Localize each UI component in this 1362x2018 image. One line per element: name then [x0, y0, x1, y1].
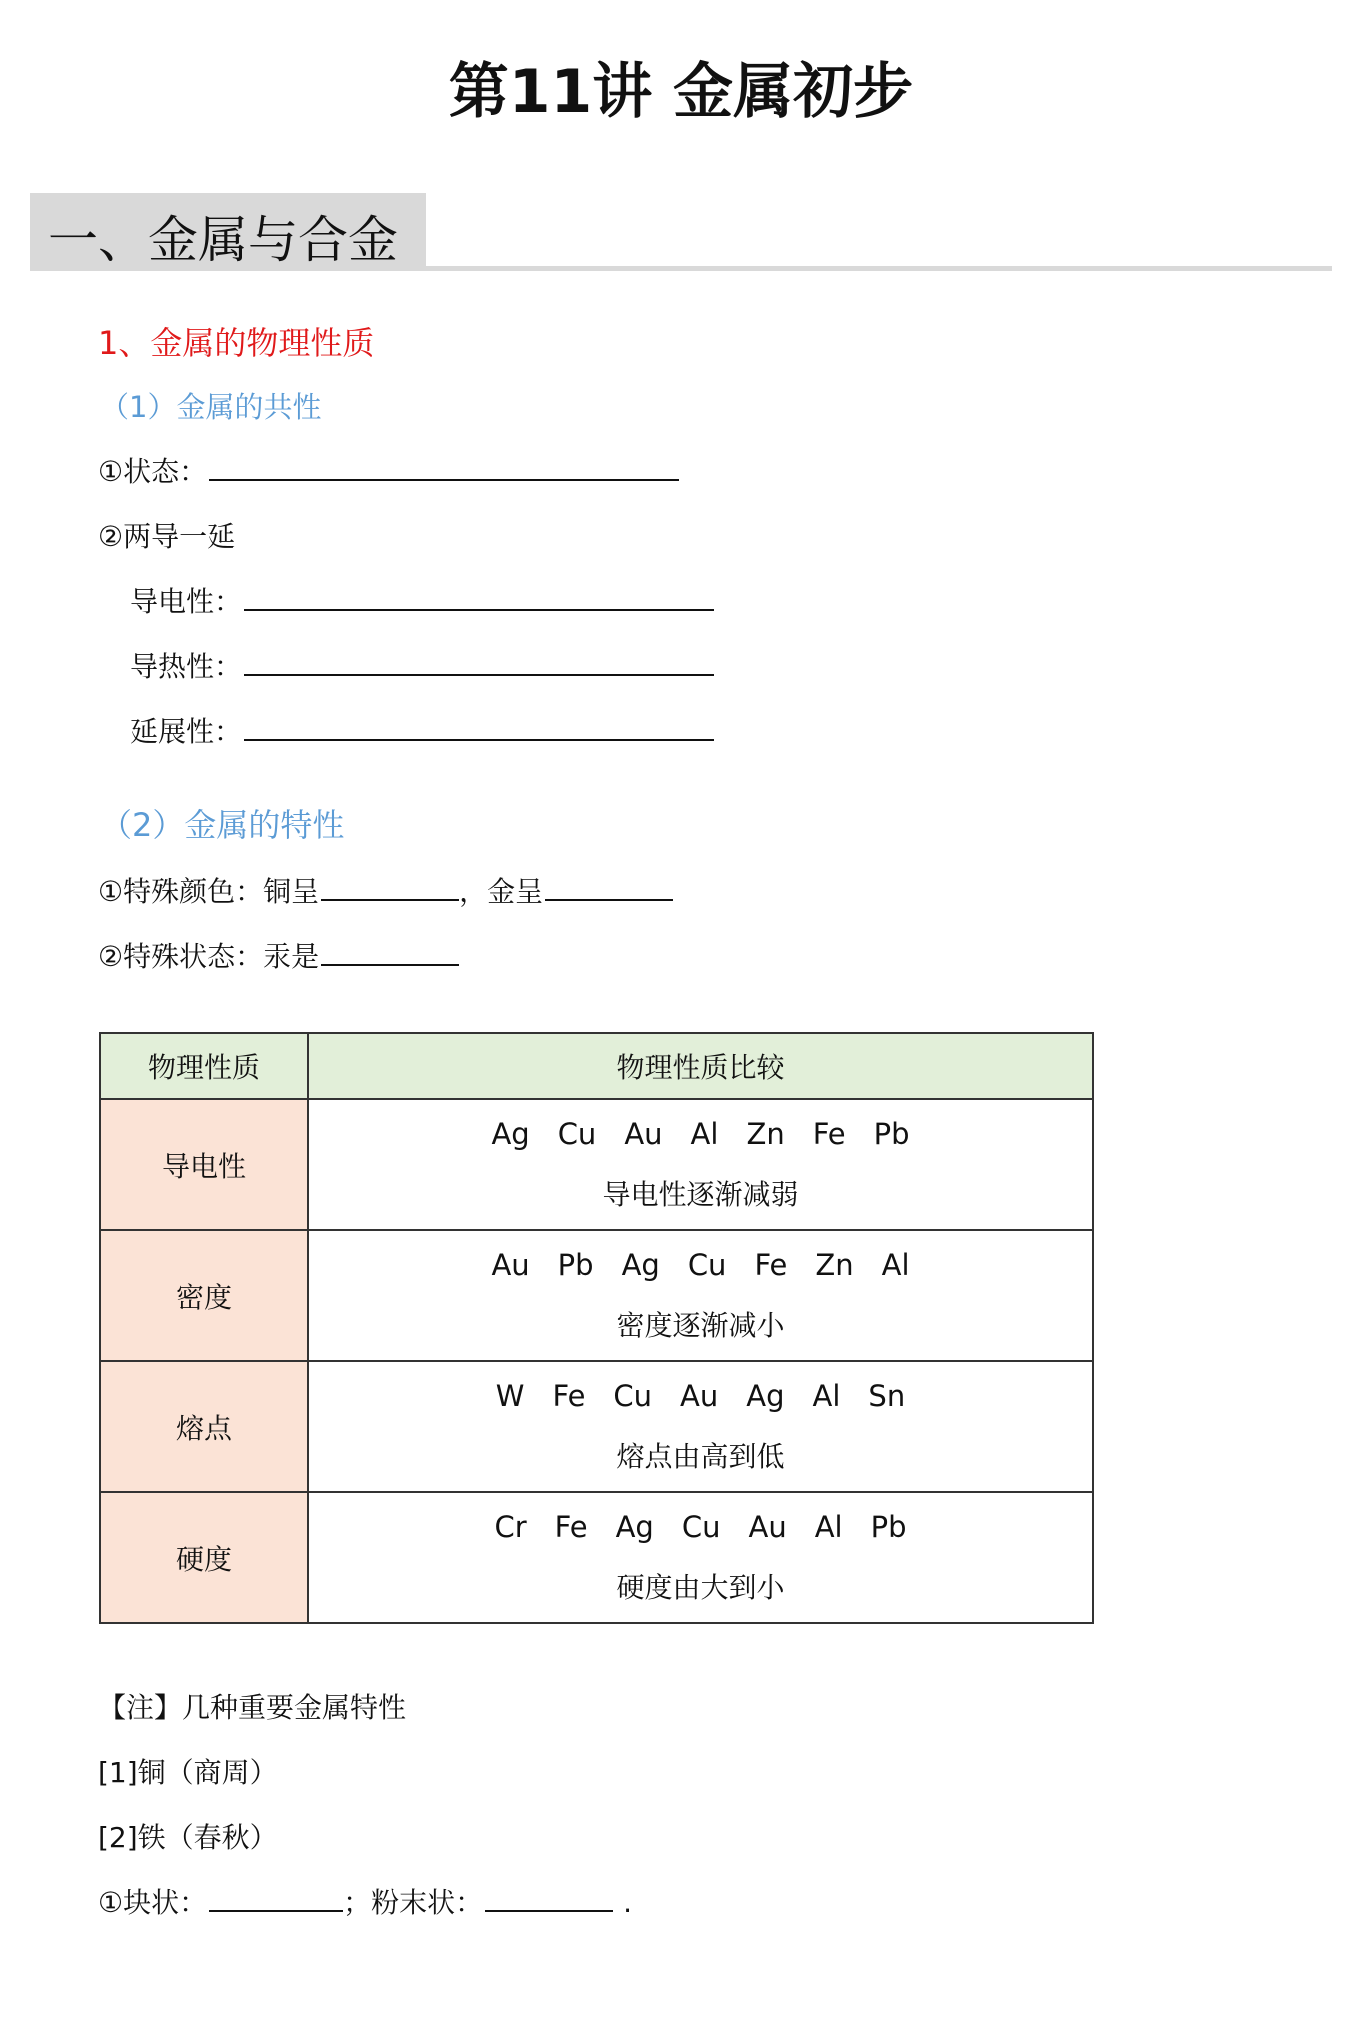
comparison-cell: [308, 1230, 1093, 1361]
note-copper: [1]铜（商周）: [98, 1756, 278, 1789]
copper-color-blank: [321, 873, 459, 901]
element-symbol: Al: [690, 1116, 719, 1151]
state-line: [98, 450, 679, 490]
powder-blank: [485, 1884, 613, 1912]
color-label: ①特殊颜色：铜呈: [98, 875, 320, 908]
element-symbol: Fe: [754, 1247, 788, 1282]
table-row: [100, 1492, 1093, 1623]
element-symbol: Fe: [554, 1509, 588, 1544]
header-property: 物理性质: [100, 1033, 308, 1099]
block-label: ①块状：: [98, 1886, 208, 1919]
element-symbol: Pb: [557, 1247, 594, 1282]
conductivity-line: [130, 580, 714, 620]
element-symbol: Al: [881, 1247, 910, 1282]
state-blank: [209, 453, 679, 481]
trend-text: 密度逐渐减小: [616, 1308, 785, 1342]
element-symbol: Al: [814, 1509, 843, 1544]
property-comparison-table: [99, 1032, 1094, 1624]
element-symbol: Au: [491, 1247, 530, 1282]
element-symbol: Sn: [868, 1378, 906, 1413]
property-cell: 熔点: [100, 1361, 308, 1492]
property-cell: 导电性: [100, 1099, 308, 1230]
property-cell: 密度: [100, 1230, 308, 1361]
element-sequence: [309, 1248, 1092, 1282]
element-symbol: Fe: [812, 1116, 846, 1151]
special-state-line: [98, 935, 459, 975]
end-period: .: [623, 1886, 633, 1919]
powder-label: ；粉末状：: [343, 1886, 484, 1919]
part1-heading: （1）金属的共性: [100, 390, 322, 424]
gold-color-blank: [545, 873, 673, 901]
element-symbol: Cu: [687, 1247, 727, 1282]
element-symbol: Pb: [870, 1509, 907, 1544]
element-sequence: [309, 1117, 1092, 1151]
thermal-blank: [244, 648, 714, 676]
comparison-cell: [308, 1361, 1093, 1492]
color-separator: ，金呈: [459, 875, 544, 908]
mercury-state-blank: [321, 938, 459, 966]
element-sequence: [309, 1379, 1092, 1413]
element-symbol: Cu: [557, 1116, 597, 1151]
element-symbol: Fe: [552, 1378, 586, 1413]
element-symbol: Au: [680, 1378, 719, 1413]
table-row: [100, 1099, 1093, 1230]
conductivity-label: 导电性：: [130, 585, 243, 618]
element-symbol: Al: [812, 1378, 841, 1413]
note-heading: 【注】几种重要金属特性: [98, 1691, 407, 1724]
state-label: ①状态：: [98, 455, 208, 488]
thermal-label: 导热性：: [130, 650, 243, 683]
element-sequence: [309, 1510, 1092, 1544]
property-cell: 硬度: [100, 1492, 308, 1623]
element-symbol: Zn: [815, 1247, 854, 1282]
trend-text: 导电性逐渐减弱: [602, 1177, 799, 1211]
page-title: 第11讲 金属初步: [448, 57, 914, 127]
element-symbol: Ag: [621, 1247, 660, 1282]
element-symbol: Cr: [494, 1509, 527, 1544]
ductility-line: [130, 710, 714, 750]
subsection-title: 1、金属的物理性质: [98, 324, 375, 362]
element-symbol: Pb: [873, 1116, 910, 1151]
element-symbol: Au: [748, 1509, 787, 1544]
element-symbol: Cu: [681, 1509, 721, 1544]
trend-text: 熔点由高到低: [616, 1439, 785, 1473]
element-symbol: Zn: [746, 1116, 785, 1151]
two-conduct-one-extend: ②两导一延: [98, 520, 236, 553]
element-symbol: Au: [624, 1116, 663, 1151]
header-comparison: 物理性质比较: [308, 1033, 1093, 1099]
special-color-line: [98, 870, 673, 910]
element-symbol: Ag: [615, 1509, 654, 1544]
element-symbol: Cu: [613, 1378, 653, 1413]
section-title: 一、金属与合金: [48, 211, 398, 269]
thermal-line: [130, 645, 714, 685]
table-row: [100, 1230, 1093, 1361]
comparison-cell: [308, 1099, 1093, 1230]
trend-text: 硬度由大到小: [616, 1570, 785, 1604]
ductility-label: 延展性：: [130, 715, 243, 748]
block-blank: [209, 1884, 343, 1912]
conductivity-blank: [244, 583, 714, 611]
special-state-label: ②特殊状态：汞是: [98, 940, 320, 973]
note-iron: [2]铁（春秋）: [98, 1821, 278, 1854]
iron-form-line: [98, 1881, 632, 1921]
table-row: [100, 1361, 1093, 1492]
element-symbol: Ag: [491, 1116, 530, 1151]
table-header-row: [100, 1033, 1093, 1099]
comparison-cell: [308, 1492, 1093, 1623]
element-symbol: W: [495, 1378, 525, 1413]
ductility-blank: [244, 713, 714, 741]
element-symbol: Ag: [746, 1378, 785, 1413]
part2-heading: （2）金属的特性: [100, 806, 345, 844]
